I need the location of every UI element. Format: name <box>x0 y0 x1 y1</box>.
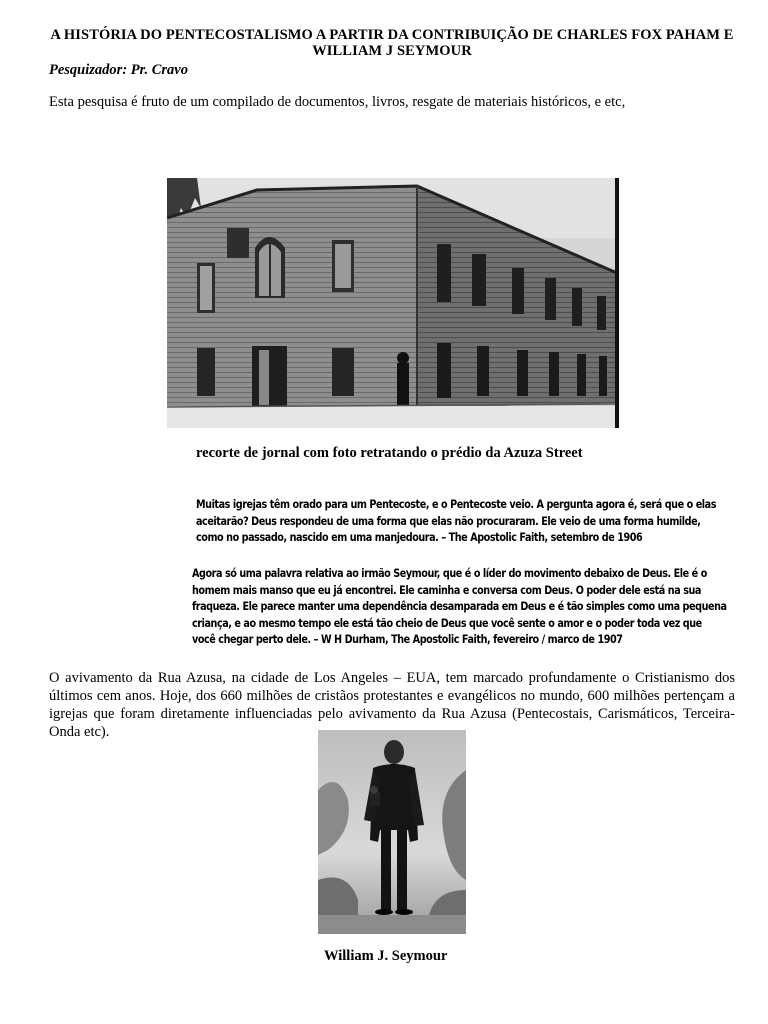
intro-text: Esta pesquisa é fruto de um compilado de documentos, livros, resgate de materiais históricos, e etc, <box>49 94 626 110</box>
seymour-photo-caption: William J. Seymour <box>324 948 448 964</box>
azusa-street-building-photo <box>167 178 619 428</box>
quote-durham-1907: Agora só uma palavra relativa ao irmão Seymour, que é o líder do movimento debaixo de Deus. Ele é o homem mais manso que eu já encontrei. Ele caminha e conversa com Deus. O poder dele está na sua fraqueza. Ele parece manter uma dependência desamparada em Deus e é tão simples como uma pequena criança, e ao mesmo tempo ele está tão cheio de Deus que você sente o amor e o poder toda vez que você chegar perto dele. – W H Durham, The Apostolic Faith, fevereiro / marco de 1907 <box>192 567 727 647</box>
azusa-revival-paragraph: O avivamento da Rua Azusa, na cidade de Los Angeles – EUA, tem marcado profundamente o Cristianismo dos últimos cem anos. Hoje, dos 660 milhões de cristãos protestantes e evangélicos no mundo, 600 milhões pertençam a igrejas que foram diretamente influenciadas pelo avivamento da Rua Azusa (Pentecostais, Carismáticos, Terceira-Onda etc). <box>49 670 735 740</box>
quote-apostolic-faith-1906: Muitas igrejas têm orado para um Pentecoste, e o Pentecoste veio. A pergunta agora é, será que o elas aceitarão? Deus respondeu de uma forma que elas não procuraram. Ele veio de uma forma humilde, como no passado, nascido em uma manjedoura. – The Apostolic Faith, setembro de 1906 <box>196 498 717 545</box>
document-title: A HISTÓRIA DO PENTECOSTALISMO A PARTIR DA CONTRIBUIÇÃO DE CHARLES FOX PAHAM E WILLIAM J SEYMOUR <box>50 27 734 59</box>
researcher-line: Pesquizador: Pr. Cravo <box>49 62 188 78</box>
building-photo-caption: recorte de jornal com foto retratando o prédio da Azuza Street <box>196 445 583 461</box>
william-seymour-portrait-photo <box>318 730 466 934</box>
